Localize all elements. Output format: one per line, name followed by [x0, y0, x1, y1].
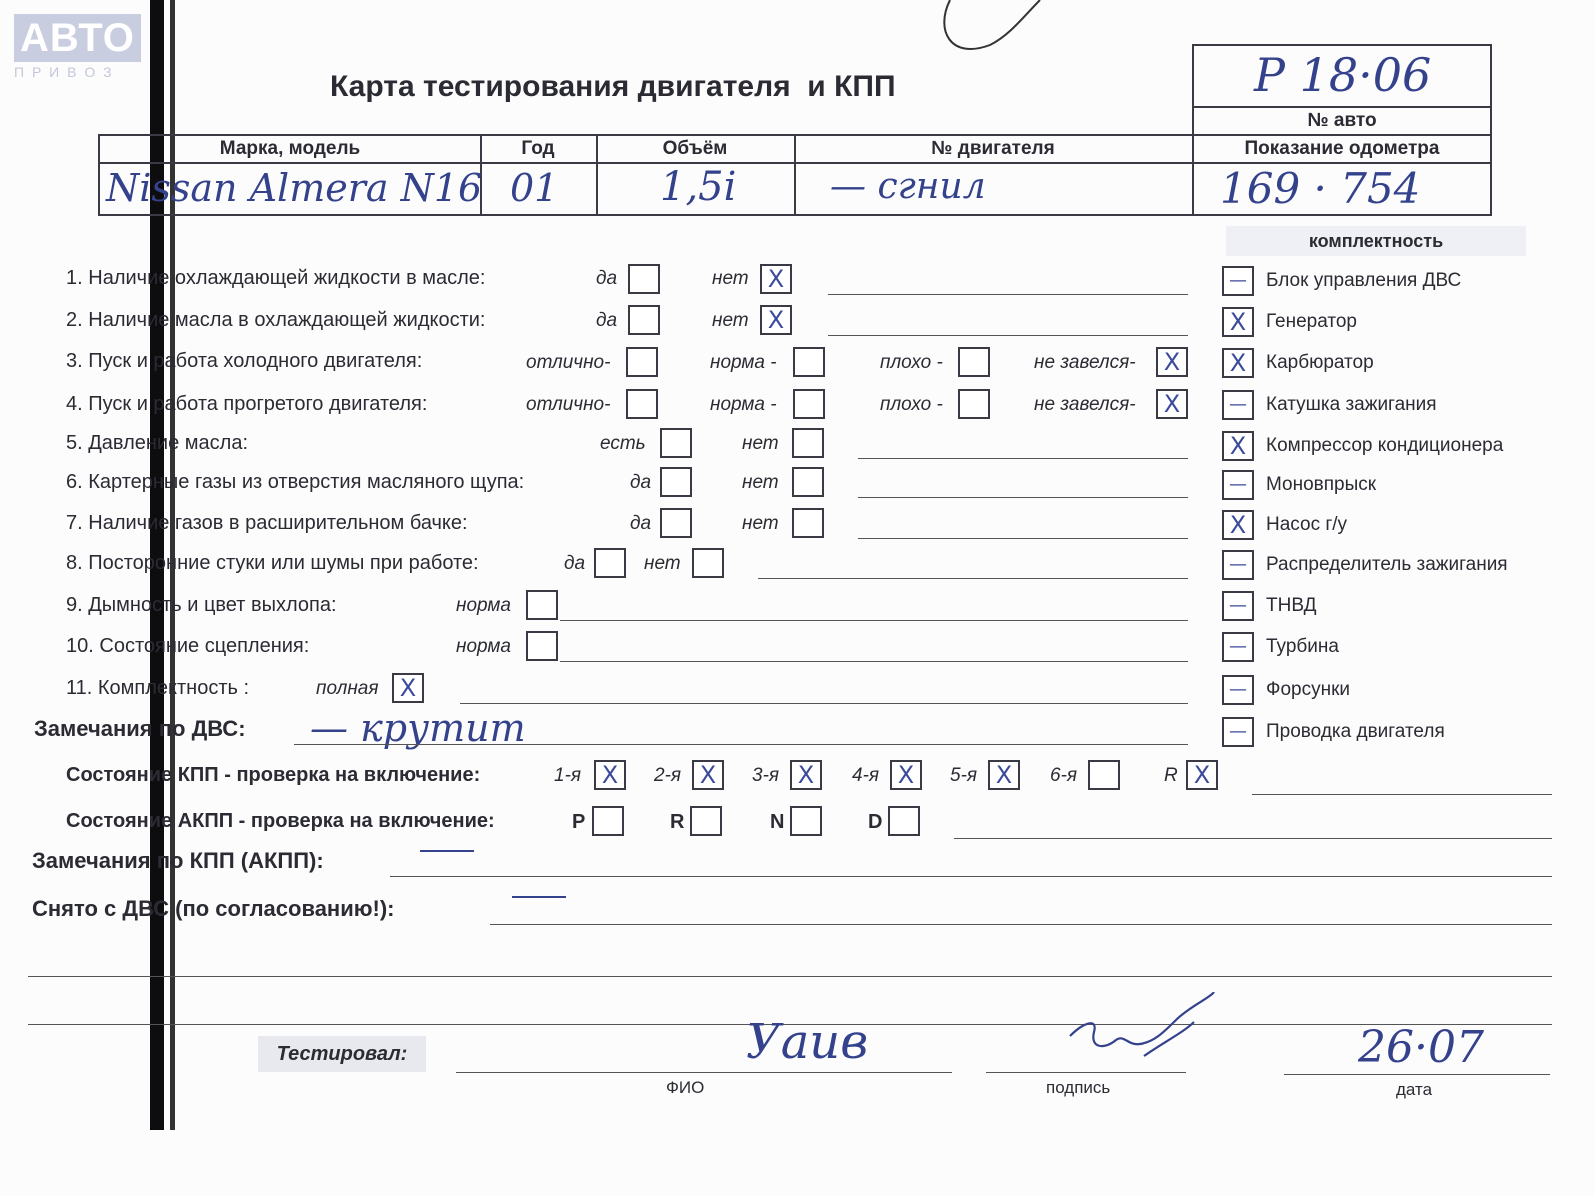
- q8-no-checkbox[interactable]: [692, 548, 724, 578]
- test-date: 26·07: [1358, 1022, 1484, 1073]
- kpp-remarks-label: Замечания по КПП (АКПП):: [32, 848, 324, 873]
- q10-normal-label: норма: [456, 636, 511, 657]
- q11-full-label: полная: [316, 678, 379, 699]
- q6-no-label: нет: [742, 472, 779, 493]
- q8-yes-checkbox[interactable]: [594, 548, 626, 578]
- logo-subtext: П Р И В О З: [14, 64, 114, 80]
- comp-label-3: Карбюратор: [1266, 352, 1374, 373]
- question-number: 5.: [66, 432, 83, 454]
- comp-label-9: ТНВД: [1266, 595, 1317, 616]
- comp-checkbox-5[interactable]: X: [1222, 431, 1254, 461]
- comp-checkbox-9[interactable]: —: [1222, 591, 1254, 621]
- question-number: 8.: [66, 552, 83, 574]
- comp-label-11: Форсунки: [1266, 679, 1350, 700]
- q9-note-line: [560, 620, 1188, 621]
- kpp-gear-2-checkbox[interactable]: X: [692, 760, 724, 790]
- q3-excellent-label: отлично-: [526, 352, 611, 373]
- kpp-gear-1-label: 1-я: [554, 765, 582, 786]
- q7-no-label: нет: [742, 513, 779, 534]
- kpp-gear-r-label: R: [1164, 765, 1178, 786]
- kpp-label: Состояние КПП - проверка на включение:: [66, 764, 481, 786]
- akpp-gear-r-label: R: [670, 811, 685, 833]
- question-5: [66, 432, 248, 455]
- question-text: Давление масла:: [88, 432, 248, 454]
- question-4: [66, 393, 427, 416]
- question-number: 7.: [66, 512, 83, 534]
- question-text: Комплектность :: [97, 677, 250, 699]
- question-8: [66, 552, 479, 575]
- comp-label-7: Насос г/у: [1266, 514, 1348, 535]
- comp-checkbox-11[interactable]: —: [1222, 675, 1254, 705]
- question-number: 9.: [66, 594, 83, 616]
- q5-present-checkbox[interactable]: [660, 428, 692, 458]
- comp-checkbox-8[interactable]: —: [1222, 550, 1254, 580]
- q1-no-checkbox[interactable]: X: [760, 264, 792, 294]
- q6-note-line: [858, 497, 1188, 498]
- question-text: Наличие охлаждающей жидкости в масле:: [88, 267, 486, 289]
- q9-normal-checkbox[interactable]: [526, 590, 558, 620]
- q10-note-line: [560, 661, 1188, 662]
- q11-note-line: [460, 703, 1188, 704]
- removed-label: Снято с ДВС (по согласованию!):: [32, 896, 395, 921]
- question-11: [66, 677, 249, 700]
- completeness-title: комплектность: [1226, 226, 1526, 256]
- page-title: Карта тестирования двигателя и КПП: [330, 70, 896, 103]
- kpp-gear-1-checkbox[interactable]: X: [594, 760, 626, 790]
- q4-normal-checkbox[interactable]: [793, 389, 825, 419]
- q5-present-label: есть: [600, 433, 646, 454]
- comp-label-10: Турбина: [1266, 636, 1339, 657]
- q1-note-line: [828, 294, 1188, 295]
- q3-bad-label: плохо -: [880, 352, 943, 373]
- q5-no-checkbox[interactable]: [792, 428, 824, 458]
- kpp-gear-6-label: 6-я: [1050, 765, 1078, 786]
- question-number: 2.: [66, 309, 83, 331]
- q5-note-line: [858, 458, 1188, 459]
- q3-normal-label: норма -: [710, 352, 777, 373]
- comp-checkbox-6[interactable]: —: [1222, 470, 1254, 500]
- question-3: [66, 350, 422, 373]
- value-year: 01: [510, 166, 559, 210]
- akpp-gear-n-label: N: [770, 811, 785, 833]
- question-6: [66, 471, 524, 494]
- q9-normal-label: норма: [456, 595, 511, 616]
- value-odometer: 169 · 754: [1220, 164, 1421, 213]
- date-line: [1284, 1074, 1550, 1075]
- comp-label-4: Катушка зажигания: [1266, 394, 1437, 415]
- col-header-year: Год: [521, 138, 555, 159]
- question-number: 10.: [66, 635, 94, 657]
- question-number: 11.: [66, 677, 93, 699]
- kpp-gear-r-checkbox[interactable]: X: [1186, 760, 1218, 790]
- akpp-note-line: [954, 838, 1552, 839]
- removed-dash: [512, 896, 566, 898]
- q7-yes-label: да: [630, 513, 652, 534]
- comp-checkbox-3[interactable]: X: [1222, 348, 1254, 378]
- question-number: 1.: [66, 267, 83, 289]
- question-text: Пуск и работа прогретого двигателя:: [88, 393, 428, 415]
- value-engine-no: — сгнил: [830, 166, 986, 207]
- q2-yes-checkbox[interactable]: [628, 305, 660, 335]
- kpp-gear-6-checkbox[interactable]: [1088, 760, 1120, 790]
- vehicle-header-table: [98, 134, 1492, 216]
- col-header-volume: Объём: [662, 138, 728, 159]
- comp-label-2: Генератор: [1266, 311, 1357, 332]
- question-text: Картерные газы из отверстия масляного щупа:: [88, 471, 525, 493]
- comp-checkbox-12[interactable]: —: [1222, 717, 1254, 747]
- auto-number-divider: [1194, 106, 1490, 108]
- name-line: [456, 1072, 952, 1073]
- q4-nostart-checkbox[interactable]: X: [1156, 389, 1188, 419]
- comp-label-6: Моновпрыск: [1266, 474, 1377, 495]
- date-caption: дата: [1396, 1080, 1433, 1099]
- value-volume: 1,5i: [660, 164, 737, 210]
- akpp-gear-d-label: D: [868, 811, 883, 833]
- q3-bad-checkbox[interactable]: [958, 347, 990, 377]
- q3-excellent-checkbox[interactable]: [626, 347, 658, 377]
- akpp-gear-n-checkbox[interactable]: [790, 806, 822, 836]
- dvs-remarks-value: — крутит: [310, 706, 526, 750]
- akpp-gear-d-checkbox[interactable]: [888, 806, 920, 836]
- comp-label-12: Проводка двигателя: [1266, 721, 1445, 742]
- q10-normal-checkbox[interactable]: [526, 631, 558, 661]
- col-header-engine-no: № двигателя: [931, 138, 1055, 159]
- q1-yes-checkbox[interactable]: [628, 264, 660, 294]
- q4-excellent-checkbox[interactable]: [626, 389, 658, 419]
- q3-normal-checkbox[interactable]: [793, 347, 825, 377]
- tested-by-label: Тестировал:: [258, 1036, 426, 1072]
- question-number: 4.: [66, 393, 83, 415]
- q11-full-checkbox[interactable]: X: [392, 673, 424, 703]
- kpp-remarks-dash: [420, 850, 474, 852]
- akpp-gear-p-checkbox[interactable]: [592, 806, 624, 836]
- kpp-note-line: [1252, 794, 1552, 795]
- q3-nostart-checkbox[interactable]: X: [1156, 347, 1188, 377]
- q4-normal-label: норма -: [710, 394, 777, 415]
- akpp-label: Состояние АКПП - проверка на включение:: [66, 810, 495, 832]
- col-header-model: Марка, модель: [219, 138, 361, 159]
- comp-checkbox-2[interactable]: X: [1222, 307, 1254, 337]
- question-7: [66, 512, 468, 535]
- comp-label-5: Компрессор кондиционера: [1266, 435, 1504, 456]
- sign-line: [986, 1072, 1186, 1073]
- q6-no-checkbox[interactable]: [792, 467, 824, 497]
- question-text: Дымность и цвет выхлопа:: [88, 594, 337, 616]
- logo: [14, 14, 141, 80]
- question-text: Состояние сцепления:: [99, 635, 310, 657]
- extra-line-1: [28, 976, 1552, 977]
- question-text: Посторонние стуки или шумы при работе:: [88, 552, 479, 574]
- dvs-remarks-label: Замечания по ДВС:: [34, 716, 246, 741]
- auto-number-value: P 18·06: [1254, 48, 1432, 102]
- comp-label-1: Блок управления ДВС: [1266, 270, 1462, 291]
- removed-line: [490, 924, 1552, 925]
- comp-checkbox-1[interactable]: —: [1222, 266, 1254, 296]
- q8-note-line: [758, 578, 1188, 579]
- col-header-odometer: Показание одометра: [1244, 138, 1440, 159]
- comp-label-8: Распределитель зажигания: [1266, 554, 1508, 575]
- q6-yes-checkbox[interactable]: [660, 467, 692, 497]
- name-caption: ФИО: [666, 1078, 705, 1097]
- auto-number-label: № авто: [1307, 110, 1377, 131]
- kpp-gear-3-label: 3-я: [752, 765, 780, 786]
- q7-note-line: [858, 538, 1188, 539]
- question-9: [66, 594, 337, 617]
- comp-checkbox-4[interactable]: —: [1222, 390, 1254, 420]
- q2-yes-label: да: [596, 310, 618, 331]
- kpp-gear-2-label: 2-я: [654, 765, 682, 786]
- kpp-gear-5-label: 5-я: [950, 765, 978, 786]
- akpp-gear-r-checkbox[interactable]: [690, 806, 722, 836]
- question-text: Наличие газов в расширительном бачке:: [88, 512, 468, 534]
- kpp-gear-4-checkbox[interactable]: X: [890, 760, 922, 790]
- comp-checkbox-7[interactable]: X: [1222, 510, 1254, 540]
- kpp-gear-4-label: 4-я: [852, 765, 880, 786]
- q7-yes-checkbox[interactable]: [660, 508, 692, 538]
- q2-no-checkbox[interactable]: X: [760, 305, 792, 335]
- logo-text: АВТО: [14, 14, 141, 62]
- signature-mark: [1064, 992, 1224, 1072]
- value-model: Nissan Almera N16: [106, 166, 483, 210]
- q1-yes-label: да: [596, 268, 618, 289]
- question-1: [66, 267, 486, 290]
- kpp-gear-3-checkbox[interactable]: X: [790, 760, 822, 790]
- q2-no-label: нет: [712, 310, 749, 331]
- q5-no-label: нет: [742, 433, 779, 454]
- auto-number-box: [1192, 44, 1492, 136]
- q4-excellent-label: отлично-: [526, 394, 611, 415]
- dvs-remarks-line: [294, 744, 1188, 745]
- question-text: Пуск и работа холодного двигателя:: [88, 350, 423, 372]
- q3-nostart-label: не завелся-: [1034, 352, 1136, 373]
- akpp-gear-p-label: P: [572, 811, 586, 833]
- tester-name: Уаив: [746, 1014, 869, 1070]
- question-text: Наличие масла в охлаждающей жидкости:: [88, 309, 486, 331]
- question-10: [66, 635, 309, 658]
- q2-note-line: [828, 335, 1188, 336]
- kpp-remarks-line: [390, 876, 1552, 877]
- question-number: 3.: [66, 350, 83, 372]
- q6-yes-label: да: [630, 472, 652, 493]
- q1-no-label: нет: [712, 268, 749, 289]
- q4-bad-checkbox[interactable]: [958, 389, 990, 419]
- q8-no-label: нет: [644, 553, 681, 574]
- q4-bad-label: плохо -: [880, 394, 943, 415]
- kpp-gear-5-checkbox[interactable]: X: [988, 760, 1020, 790]
- pen-stroke: [930, 0, 1050, 60]
- question-2: [66, 309, 486, 332]
- q8-yes-label: да: [564, 553, 586, 574]
- sign-caption: подпись: [1046, 1078, 1111, 1097]
- q4-nostart-label: не завелся-: [1034, 394, 1136, 415]
- comp-checkbox-10[interactable]: —: [1222, 632, 1254, 662]
- q7-no-checkbox[interactable]: [792, 508, 824, 538]
- question-number: 6.: [66, 471, 83, 493]
